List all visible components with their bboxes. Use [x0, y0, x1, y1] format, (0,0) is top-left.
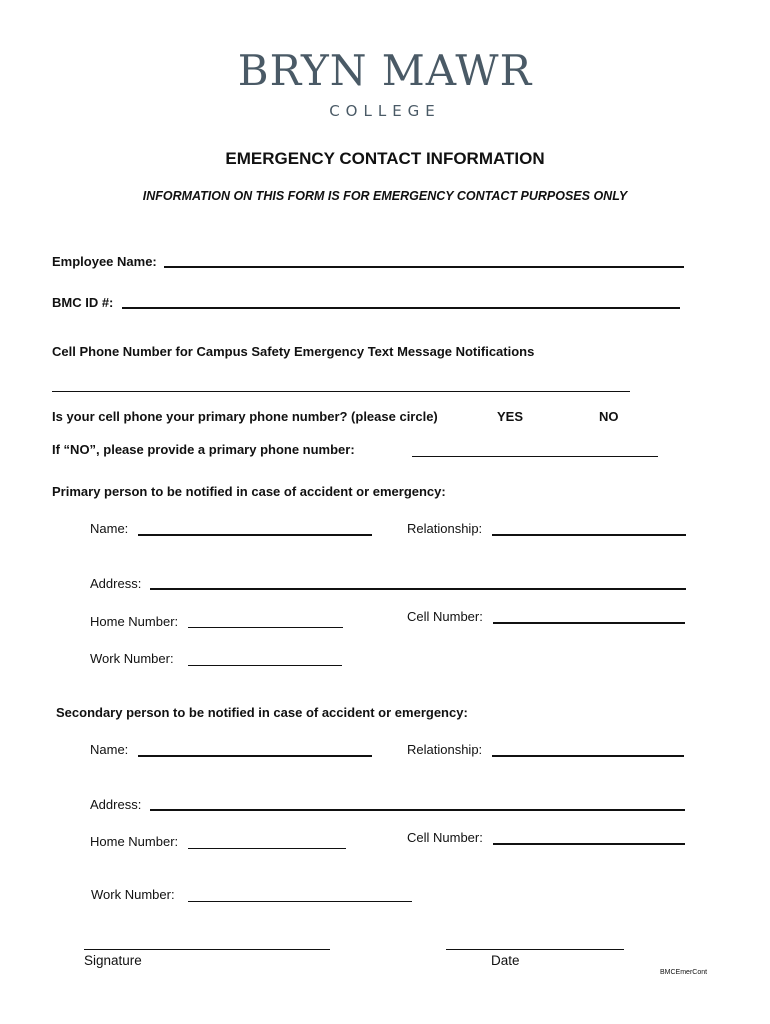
- employee-name-label: Employee Name:: [52, 254, 157, 269]
- date-line[interactable]: [446, 949, 624, 950]
- secondary-address-label: Address:: [90, 797, 142, 812]
- secondary-contact-heading: Secondary person to be notified in case of accident or emergency:: [56, 705, 468, 720]
- cell-phone-label: Cell Phone Number for Campus Safety Emergency Text Message Notifications: [52, 344, 535, 359]
- employee-name-field[interactable]: [164, 266, 684, 268]
- primary-phone-question: Is your cell phone your primary phone number? (please circle): [52, 409, 438, 424]
- yes-option[interactable]: YES: [497, 409, 524, 424]
- secondary-relationship-label: Relationship:: [407, 742, 483, 757]
- signature-line[interactable]: [84, 949, 330, 950]
- secondary-relationship-field[interactable]: [492, 755, 684, 757]
- secondary-work-number-field[interactable]: [188, 901, 412, 902]
- primary-phone-field[interactable]: [412, 456, 658, 457]
- secondary-work-number-label: Work Number:: [91, 887, 175, 902]
- secondary-cell-number-field[interactable]: [493, 843, 685, 845]
- primary-name-field[interactable]: [138, 534, 372, 536]
- form-title: EMERGENCY CONTACT INFORMATION: [225, 149, 545, 168]
- primary-name-label: Name:: [90, 521, 129, 536]
- primary-work-number-label: Work Number:: [90, 651, 174, 666]
- cell-phone-field[interactable]: [52, 391, 630, 392]
- no-option[interactable]: NO: [599, 409, 619, 424]
- if-no-label: If “NO”, please provide a primary phone number:: [52, 442, 355, 457]
- bmc-id-field[interactable]: [122, 307, 680, 309]
- primary-address-field[interactable]: [150, 588, 686, 590]
- primary-cell-number-field[interactable]: [493, 622, 685, 624]
- bmc-id-label: BMC ID #:: [52, 295, 114, 310]
- primary-cell-number-label: Cell Number:: [407, 609, 483, 624]
- primary-home-number-label: Home Number:: [90, 614, 179, 629]
- primary-home-number-field[interactable]: [188, 627, 343, 628]
- secondary-name-label: Name:: [90, 742, 129, 757]
- primary-relationship-label: Relationship:: [407, 521, 483, 536]
- form-code: BMCEmerCont: [660, 969, 708, 976]
- secondary-cell-number-label: Cell Number:: [407, 830, 483, 845]
- primary-address-label: Address:: [90, 576, 142, 591]
- signature-label: Signature: [84, 953, 142, 968]
- form-subtitle: INFORMATION ON THIS FORM IS FOR EMERGENCY CONTACT PURPOSES ONLY: [142, 189, 628, 203]
- secondary-name-field[interactable]: [138, 755, 372, 757]
- secondary-home-number-field[interactable]: [188, 848, 346, 849]
- secondary-address-field[interactable]: [150, 809, 685, 811]
- college-logo-name: BRYN MAWR: [237, 46, 533, 95]
- primary-work-number-field[interactable]: [188, 665, 342, 666]
- college-logo-subtitle: COLLEGE: [329, 102, 441, 120]
- primary-contact-heading: Primary person to be notified in case of accident or emergency:: [52, 484, 446, 499]
- secondary-home-number-label: Home Number:: [90, 834, 179, 849]
- primary-relationship-field[interactable]: [492, 534, 686, 536]
- date-label: Date: [491, 953, 520, 968]
